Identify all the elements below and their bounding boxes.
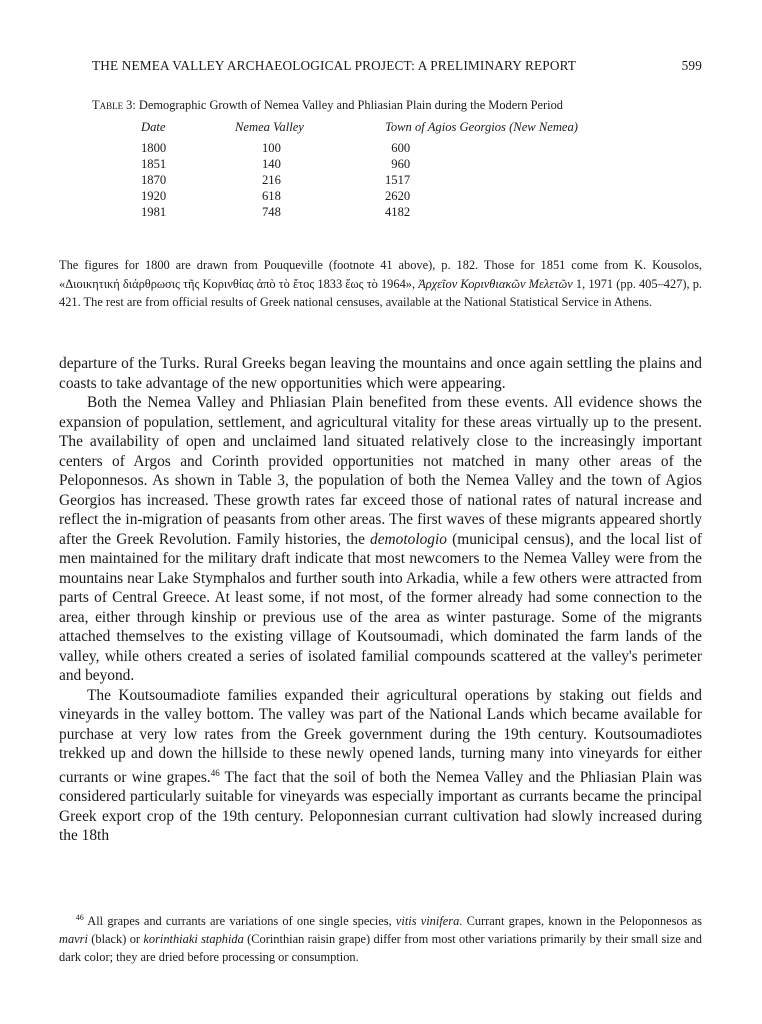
cell-date: 1920: [141, 189, 167, 204]
table-source-note: [59, 256, 702, 312]
page-number: 599: [681, 58, 702, 73]
table-caption-text: Demographic Growth of Nemea Valley and Phliasian Plain during the Modern Period: [138, 98, 563, 112]
table-label: Table 3:: [92, 98, 136, 112]
table-caption: [92, 98, 692, 113]
running-title: THE NEMEA VALLEY ARCHAEOLOGICAL PROJECT: A PRELIMINARY REPORT: [92, 58, 577, 73]
cell-nemea-valley: 100: [262, 140, 281, 155]
table-row: [136, 189, 585, 205]
cell-agios-georgios: 4182: [385, 205, 411, 220]
cell-date: 1800: [141, 140, 167, 155]
footnote-term: korinthiaki staphida: [143, 932, 244, 947]
column-header-agios-georgios: Town of Agios Georgios (New Nemea): [385, 120, 578, 134]
paragraph-text: The fact that the soil of both the Nemea Valley and the Phliasian Plain was considered particularly suitable for vineyards was especially important as currants became the principal Greek export crop of the 19th century. Peloponnesian currant cultivation had slowly increased during the 18th: [59, 768, 702, 845]
cell-date: 1870: [141, 172, 167, 187]
footnote-term: vitis vinifera: [395, 914, 460, 929]
footnote-46: [59, 909, 702, 967]
body-paragraph: [59, 393, 702, 686]
footnote-reference: 46: [210, 767, 220, 778]
cell-nemea-valley: 618: [262, 189, 281, 204]
table-note-text: The figures for 1800 are drawn from Pouqueville (footnote 41 above), p. 182. Those for 1851 come from K. Kousolos, «Διοικητική διάρθρωσις τῆς Κορινθίας ἀπὸ τὸ ἔτος 1833 ἕως τὸ 1964»,: [59, 258, 702, 291]
footnote-text: . Currant grapes, known in the Peloponnesos as: [459, 914, 703, 929]
term-demotologio: demotologio: [370, 530, 447, 548]
footnote-term: mavri: [59, 932, 88, 947]
cell-nemea-valley: 140: [262, 156, 281, 171]
table-header-row: [136, 120, 585, 140]
cell-agios-georgios: 1517: [385, 172, 411, 187]
cell-agios-georgios: 960: [391, 156, 411, 171]
table-row: [136, 205, 585, 221]
column-header-nemea-valley: Nemea Valley: [235, 120, 304, 134]
cell-date: 1981: [141, 205, 167, 220]
body-text: [59, 354, 702, 846]
cell-agios-georgios: 2620: [385, 189, 411, 204]
body-paragraph: [59, 686, 702, 846]
cell-date: 1851: [141, 156, 167, 171]
body-paragraph: departure of the Turks. Rural Greeks began leaving the mountains and once again settling the plains and coasts to take advantage of the new opportunities which were appearing.: [59, 355, 702, 392]
cell-agios-georgios: 600: [391, 140, 411, 155]
cell-nemea-valley: 748: [262, 205, 281, 220]
paragraph-text: Both the Nemea Valley and Phliasian Plain benefited from these events. All evidence shows the expansion of population, settlement, and agricultural vitality for these areas virtually up to the present. The availability of open and unclaimed land situated relatively close to the increasingly important centers of Argos and Corinth provided opportunities not matched in many other areas of the Peloponnesos. As shown in Table 3, the population of both the Nemea Valley and the town of Agios Georgios has increased. These growth rates far exceed those of national rates of natural increase and reflect the in-migration of peasants from other areas. The first waves of these migrants appeared shortly after the Greek Revolution. Family histories, the: [59, 394, 702, 548]
table-row: [136, 140, 585, 156]
paragraph-text: (municipal census), and the local list of men maintained for the military draft indicate that most newcomers to the Nemea Valley were from the mountains near Lake Stymphalos and further south into Arkadia, while a few others were attracted from parts of Central Greece. At least some, if not most, of the former already had some connection to the area, either through kinship or previous use of the area as winter pasturage. Some of the migrants attached themselves to the existing village of Koutsoumadi, which dominated the farm lands of the valley, while others created a series of isolated familial compounds scattered at the valley's perimeter and beyond.: [59, 530, 703, 684]
footnote-number: 46: [75, 913, 84, 922]
table-row: [136, 156, 585, 172]
cell-nemea-valley: 216: [262, 172, 281, 187]
footnote-text: (black) or: [87, 932, 144, 947]
paragraph-text: The Koutsoumadiote families expanded their agricultural operations by staking out fields and vineyards in the valley bottom. The valley was part of the National Lands which became available for purchase at very low rates from the Greek government during the 19th century. Koutsoumadiotes trekked up and down the hillside to these newly opened lands, turning many into vineyards for either currants or wine grapes.: [59, 686, 702, 786]
footnote-text: (Corinthian raisin grape) differ from most other variations primarily by their small size and dark color; they are dried before processing or consumption.: [59, 932, 702, 964]
table-note-text-end: 1, 1971 (pp. 405–427), p. 421. The rest are from official results of Greek national censuses, available at the National Statistical Service in Athens.: [59, 276, 702, 310]
table-note-journal: Ἀρχεῖον Κορινθιακῶν Μελετῶν: [418, 276, 573, 291]
table-row: [136, 172, 585, 188]
column-header-date: Date: [141, 120, 166, 134]
footnote-text: All grapes and currants are variations of one single species,: [83, 914, 396, 929]
demographic-table: [136, 120, 585, 221]
